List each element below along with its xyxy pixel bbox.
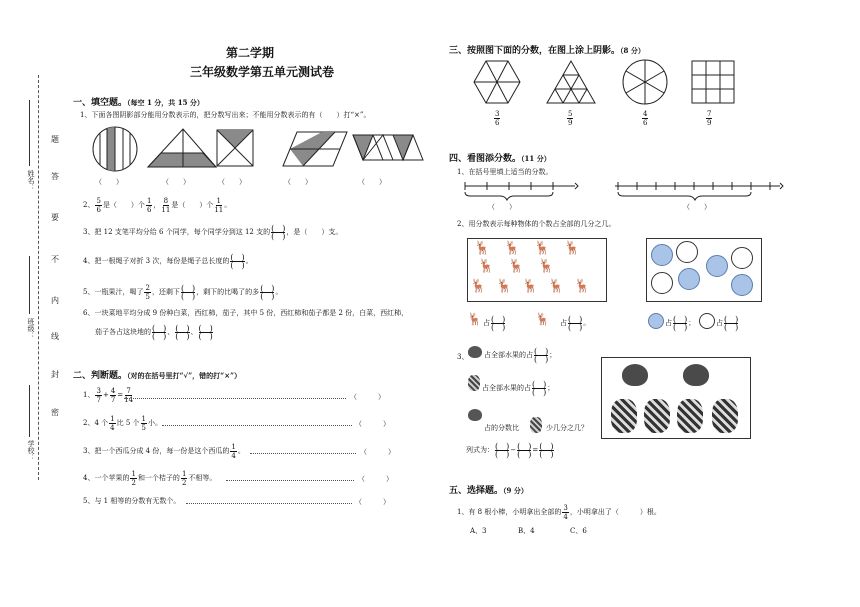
figure-circle <box>93 125 137 175</box>
s2-q5-paren[interactable]: （ ） <box>355 498 390 506</box>
deer-icon: 🦌 <box>534 241 551 256</box>
s1-q6-line2: 茄子各占这块地的 ( ) ( ) 、 ( ) ( ) 、 ( ) ( ) <box>95 323 213 341</box>
s4-q1-blank-1[interactable]: （ ） <box>488 203 516 211</box>
figure-trapezoid <box>353 135 423 160</box>
blank-fraction[interactable]: ( ) ( ) <box>271 223 286 241</box>
reindeer-icon: 🦌 <box>496 279 513 294</box>
seal-char-0: 题 <box>51 135 59 144</box>
class-line <box>29 256 30 314</box>
hexagon-shape <box>474 61 520 103</box>
white-ball <box>651 272 673 294</box>
seal-char-4: 内 <box>51 296 59 305</box>
section2-title: 二、判断题。（对的在括号里打“√”，错的打“×”） <box>73 371 242 381</box>
s1-q4: 4、把一根绳子对折 3 次，每份是绳子总长度的 ( ) ( ) 。 <box>83 252 253 270</box>
s5-option-b[interactable]: B、4 <box>518 527 535 535</box>
s3-frac-3: $\frac{4}{6}$ <box>643 110 648 127</box>
section3-title: 三、按照图下面的分数，在图上涂上阴影。（8 分） <box>449 46 645 56</box>
pineapple-icon <box>468 375 480 391</box>
seal-char-7: 密 <box>51 408 59 417</box>
peach-icon <box>622 364 648 386</box>
s1-q6-line1: 6、一块菜地平均分成 9 份种白菜，西红柿，茄子，其中 5 份，西红柿和茄子都是 2 份，白菜，西红柿， <box>83 309 409 317</box>
figure-triangle <box>148 129 216 167</box>
s3-shapes <box>470 58 760 110</box>
s3-frac-2: $\frac{5}{9}$ <box>568 110 573 127</box>
s4-q3-peach: 占全部水果的占 ( ) ( ) ； <box>484 346 557 364</box>
section5-title: 五、选择题。（9 分） <box>449 486 528 496</box>
grid-square-shape <box>692 61 734 103</box>
deer-icon: 🦌 <box>474 241 491 256</box>
s5-option-c[interactable]: C、6 <box>570 527 587 535</box>
binding-line <box>38 75 39 480</box>
s2-q3-paren[interactable]: （ ） <box>360 448 395 456</box>
dotted-leader <box>250 453 356 454</box>
s1-q3: 3、把 12 支笔平均分给 6 个同学，每个同学分到这 12 支的 ( ) ( ) ，是（ ）支。 <box>83 223 343 241</box>
seal-char-3: 不 <box>51 255 59 264</box>
blank-fraction[interactable]: ( ) ( ) <box>198 323 213 341</box>
pineapple-icon <box>712 399 738 433</box>
s2-q2: 2、4 个 $\frac{1}{4}$ 比 5 个 $\frac{1}{5}$ 小。 <box>83 414 162 432</box>
pineapple-icon <box>677 399 703 433</box>
s4-q2-deer-share: 占 ( ) ( ) <box>483 314 506 332</box>
seal-char-5: 线 <box>51 332 59 341</box>
triangle-grid-shape <box>547 61 595 103</box>
s4-q2-reindeer-share: 占 ( ) ( ) 。 <box>560 314 591 332</box>
seal-char-6: 封 <box>51 370 59 379</box>
name-line <box>29 100 30 166</box>
blue-ball-small <box>648 313 664 329</box>
pineapple-icon <box>611 399 637 433</box>
blank-fraction[interactable]: ( ) ( ) <box>230 252 245 270</box>
s2-q1: 1、 $\frac{3}{7}$ + $\frac{4}{7}$ = $\frac{7}{14}$ <box>83 386 134 404</box>
s4-q3-compare-2: 少几分之几？ <box>546 424 588 432</box>
blue-ball <box>678 268 700 290</box>
figure-parallelogram <box>283 132 347 166</box>
name-label: 姓名： <box>27 170 35 191</box>
class-label: 班级： <box>27 318 35 339</box>
term-title: 第二学期 <box>226 46 275 60</box>
s3-frac-1: $\frac{3}{6}$ <box>495 110 500 127</box>
school-label: 学校： <box>27 440 35 461</box>
s1-q1-blank-4[interactable]: （ ） <box>284 178 312 186</box>
white-ball-small <box>699 313 715 329</box>
school-line <box>29 385 30 437</box>
s4-q2: 2、用分数表示每种物体的个数占全部的几分之几。 <box>457 220 616 228</box>
dotted-leader <box>124 398 346 399</box>
s5-q1: 1、有 8 根小棒，小明拿出全部的 $\frac{3}{4}$ ，小明拿出了（ ）根。 <box>457 503 661 521</box>
reindeer-icon: 🦌 <box>574 279 591 294</box>
pineapple-icon <box>644 399 670 433</box>
page-title: 三年级数学第五单元测试卷 <box>190 65 335 79</box>
s2-q4: 4、一个苹果的 $\frac{1}{2}$ 和一个桔子的 $\frac{1}{2}$ 不相等。 <box>83 469 217 487</box>
blank-fraction[interactable]: ( ) ( ) <box>180 283 196 301</box>
peach-icon <box>468 346 482 358</box>
s5-option-a[interactable]: A、3 <box>470 527 487 535</box>
s2-q4-paren[interactable]: （ ） <box>358 475 393 483</box>
s1-q1-blank-1[interactable]: （ ） <box>95 178 123 186</box>
deer-icon-small: 🦌 <box>467 312 482 326</box>
s4-q2-white-share: 占 ( ) ( ) <box>716 314 739 332</box>
s4-q3-num: 3、 <box>457 353 469 361</box>
s3-frac-4: $\frac{7}{9}$ <box>707 110 712 127</box>
s1-q5: 5、一瓶果汁，喝了 $\frac{2}{5}$ ，还剩下 ( ) ( ) ，剩下的比喝了的多 ( ) ( ) 。 <box>83 283 283 301</box>
figure-square <box>217 130 253 166</box>
s4-q2-blue-share: 占 ( ) ( ) ； <box>665 314 696 332</box>
white-ball <box>731 247 753 269</box>
s1-q1-blank-5[interactable]: （ ） <box>358 178 386 186</box>
blank-fraction[interactable]: ( ) ( ) <box>152 323 167 341</box>
s4-q3-formula: 列式为： ( ) ( ) − ( ) ( ) = ( ) ( ) <box>466 441 554 459</box>
s1-q2: 2、 $\frac{5}{6}$ 是（ ）个 $\frac{1}{6}$ ， $\frac{8}{11}$ 是（ ）个 $\frac{1}{11}$ 。 <box>83 196 232 214</box>
deer-icon: 🦌 <box>538 259 555 274</box>
dotted-leader <box>162 425 352 426</box>
s4-q3-compare: 占的分数比 <box>484 424 519 432</box>
circle-shape <box>623 60 667 104</box>
reindeer-icon: 🦌 <box>522 279 539 294</box>
white-ball <box>676 241 698 263</box>
section4-title: 四、看图添分数。（11 分） <box>449 154 551 164</box>
deer-icon: 🦌 <box>504 241 521 256</box>
deer-icon: 🦌 <box>564 241 581 256</box>
s1-q1-blank-3[interactable]: （ ） <box>218 178 246 186</box>
deer-icon: 🦌 <box>508 259 525 274</box>
pineapple-icon <box>530 417 542 433</box>
s2-q5: 5、与 1 相等的分数有无数个。 <box>83 497 181 505</box>
blank-fraction[interactable]: ( ) ( ) <box>260 283 275 301</box>
s4-q1: 1、在括号里填上适当的分数。 <box>457 168 553 176</box>
s2-q2-paren[interactable]: （ ） <box>355 420 390 428</box>
s1-q1-text: 1、下面各图阴影部分能用分数表示的，把分数写出来；不能用分数表示的有（ ）打“×”。 <box>80 111 371 119</box>
blue-ball <box>651 244 673 266</box>
reindeer-icon: 🦌 <box>470 279 487 294</box>
section1-title: 一、填空题。（每空 1 分，共 15 分） <box>73 98 204 108</box>
blank-fraction[interactable]: ( ) ( ) <box>175 323 190 341</box>
blue-ball <box>706 255 728 277</box>
s4-q1-blank-2[interactable]: （ ） <box>683 203 711 211</box>
peach-icon <box>683 364 709 386</box>
s2-q1-paren[interactable]: （ ） <box>350 393 385 401</box>
s1-q1-blank-2[interactable]: （ ） <box>162 178 190 186</box>
seal-char-1: 答 <box>51 172 59 181</box>
s2-q3: 3、把一个西瓜分成 4 份，每一份是这个西瓜的 $\frac{1}{4}$ 。 <box>83 442 245 460</box>
dotted-leader <box>226 480 354 481</box>
peach-icon <box>468 409 482 421</box>
s4-q1-number-lines <box>460 176 800 206</box>
s1-q1-figures <box>85 125 465 175</box>
s4-q3-pineapple: 占全部水果的占 ( ) ( ) ； <box>482 379 555 397</box>
deer-icon: 🦌 <box>478 259 495 274</box>
dotted-leader <box>186 503 352 504</box>
reindeer-icon-small: 🦌 <box>535 312 550 326</box>
reindeer-icon: 🦌 <box>548 279 565 294</box>
blue-ball <box>731 274 753 296</box>
seal-char-2: 要 <box>51 213 59 222</box>
